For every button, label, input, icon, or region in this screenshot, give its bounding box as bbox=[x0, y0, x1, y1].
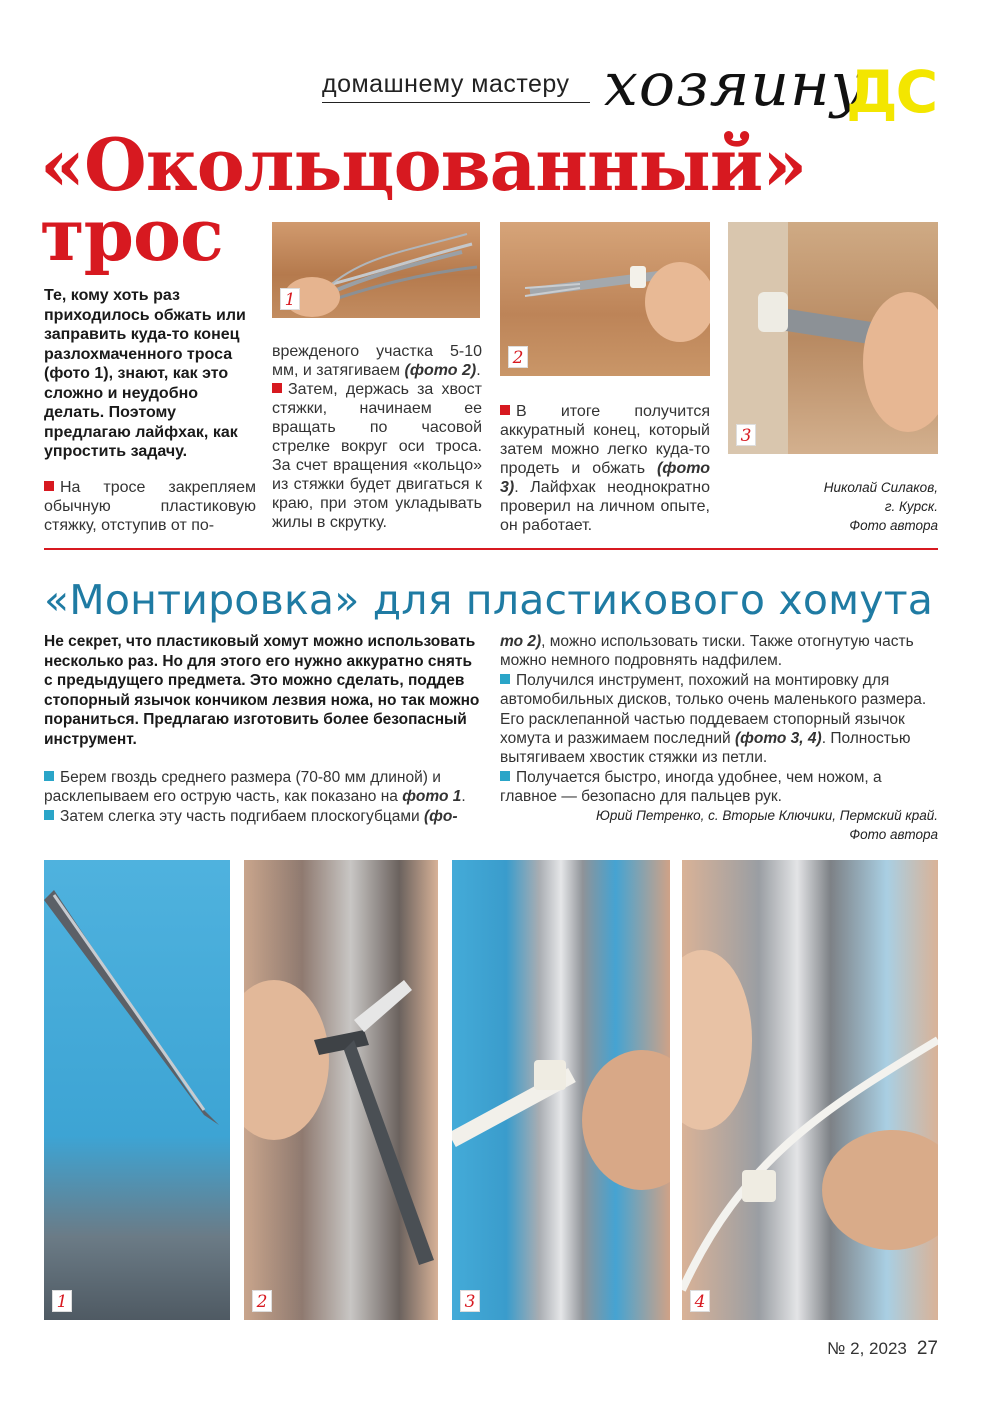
article2-paragraph-3: Получился инструмент, похожий на монтировку для автомобильных дисков, только очень маленького размера. Его расклепанной частью поддеваем стопорный язычок хомута и разжимаем последний (фото 3, 4). Полностью вытягиваем хвостик стяжки из петли. bbox=[500, 671, 927, 767]
article1-title-line2: трос bbox=[40, 192, 223, 277]
photo-reference: (фото 3) bbox=[500, 460, 710, 496]
page-footer bbox=[760, 1338, 938, 1360]
photo-reference: то 2) bbox=[500, 633, 542, 650]
rope-illustration bbox=[272, 222, 480, 318]
section-label: домашнему мастеру bbox=[322, 70, 570, 98]
photo-number: 3 bbox=[460, 1290, 480, 1312]
section-divider bbox=[44, 548, 938, 550]
article2-lead: Не секрет, что пластиковый хомут можно использовать несколько раз. Но для этого его нужно аккуратно снять с предыдущего предмета. Это можно сделать, поддев стопорный язычок кончиком лезвия ножа, но так можно пораниться. Предлагаю изготовить более безопасный инструмент. bbox=[44, 633, 480, 748]
nail-illustration bbox=[44, 860, 230, 1320]
photo-number: 3 bbox=[736, 424, 756, 446]
photo-neat-rope-end bbox=[728, 222, 938, 454]
rubric-label: хозяину bbox=[604, 50, 867, 120]
rope-end-illustration bbox=[728, 222, 938, 454]
photo-number: 2 bbox=[508, 346, 528, 368]
photo-flattened-nail-tip bbox=[44, 860, 230, 1320]
photo-credit: Фото автора bbox=[849, 827, 938, 842]
article1-paragraph-3: Затем, держась за хвост стяжки, начинаем ее вращать по часовой стрелке вокруг оси троса. За счет вращения «кольцо» из стяжки будет двигаться к краю, при этом укладывать жилы в скрутку. bbox=[272, 381, 482, 531]
magazine-logo: ДС bbox=[846, 58, 937, 126]
author-city: г. Курск. bbox=[884, 499, 938, 514]
bullet-square-icon bbox=[500, 405, 510, 415]
article2-column-2 bbox=[500, 632, 938, 807]
article1-paragraph-1: На тросе закрепляем обычную пластиковую стяжку, отступив от по- bbox=[44, 479, 256, 534]
section-underline bbox=[322, 102, 590, 103]
article1-lead: Те, кому хоть раз приходилось обжать или заправить куда-то конец разлохмаченного троса (фото 1), знают, как это сложно и неудобно делать. Поэтому предлагаю лайфхак, как упростить задачу. bbox=[44, 287, 246, 460]
bullet-square-icon bbox=[44, 771, 54, 781]
photo-number: 1 bbox=[52, 1290, 72, 1312]
tie-removal-illustration bbox=[452, 860, 670, 1320]
article1-column-2 bbox=[272, 342, 482, 532]
page-header bbox=[0, 50, 940, 130]
author-info: Юрий Петренко, с. Вторые Ключики, Пермский край. bbox=[596, 808, 938, 823]
bullet-square-icon bbox=[44, 810, 54, 820]
article1-paragraph-2: врежденого участка 5-10 мм, и затягиваем (фото 2). bbox=[272, 343, 482, 379]
page-number: 27 bbox=[916, 1338, 938, 1359]
issue-number: № 2, 2023 bbox=[827, 1339, 907, 1358]
bullet-square-icon bbox=[500, 674, 510, 684]
tie-release-illustration bbox=[682, 860, 938, 1320]
photo-reference: (фото 2) bbox=[404, 362, 477, 379]
photo-tool-under-tie-lock bbox=[452, 860, 670, 1320]
photo-number: 1 bbox=[280, 288, 300, 310]
pliers-illustration bbox=[244, 860, 438, 1320]
article2-paragraph-2-cont: то 2), можно использовать тиски. Также отогнутую часть можно немного подровнять надфилем. bbox=[500, 633, 914, 670]
bullet-square-icon bbox=[44, 481, 54, 491]
article2-paragraph-1: Берем гвоздь среднего размера (70-80 мм длиной) и расклепываем его острую часть, как показано на фото 1. bbox=[44, 769, 466, 806]
bullet-square-icon bbox=[500, 771, 510, 781]
rope-with-tie-illustration bbox=[500, 222, 710, 376]
photo-frayed-wire-rope bbox=[272, 222, 480, 318]
photo-bending-with-pliers bbox=[244, 860, 438, 1320]
author-name: Николай Силаков, bbox=[823, 480, 938, 495]
article2-paragraph-2: Затем слегка эту часть подгибаем плоскогубцами (фо- bbox=[44, 807, 484, 826]
photo-reference: (фото 3, 4) bbox=[734, 730, 822, 748]
photo-number: 4 bbox=[690, 1290, 710, 1312]
article1-title-line1: «Окольцованный» bbox=[40, 122, 807, 207]
article1-paragraph-4: В итоге получится аккуратный конец, который затем можно легко куда-то продеть и обжать (фото 3). Лайфхак неоднократно проверил на личном опыте, он работает. bbox=[500, 403, 710, 534]
article2-column-1 bbox=[44, 768, 484, 826]
article2-credit bbox=[500, 806, 938, 844]
bullet-square-icon bbox=[272, 383, 282, 393]
photo-releasing-cable-tie bbox=[682, 860, 938, 1320]
photo-number: 2 bbox=[252, 1290, 272, 1312]
photo-reference: (фо- bbox=[423, 807, 458, 825]
photo-reference: фото 1 bbox=[402, 788, 462, 806]
article2-paragraph-4: Получается быстро, иногда удобнее, чем ножом, а главное — безопасно для пальцев рук. bbox=[500, 768, 882, 806]
photo-cable-tie-on-rope bbox=[500, 222, 710, 376]
photo-credit: Фото автора bbox=[849, 518, 938, 533]
article2-title: «Монтировка» для пластикового хомута bbox=[44, 576, 934, 624]
article1-credit bbox=[728, 478, 938, 535]
